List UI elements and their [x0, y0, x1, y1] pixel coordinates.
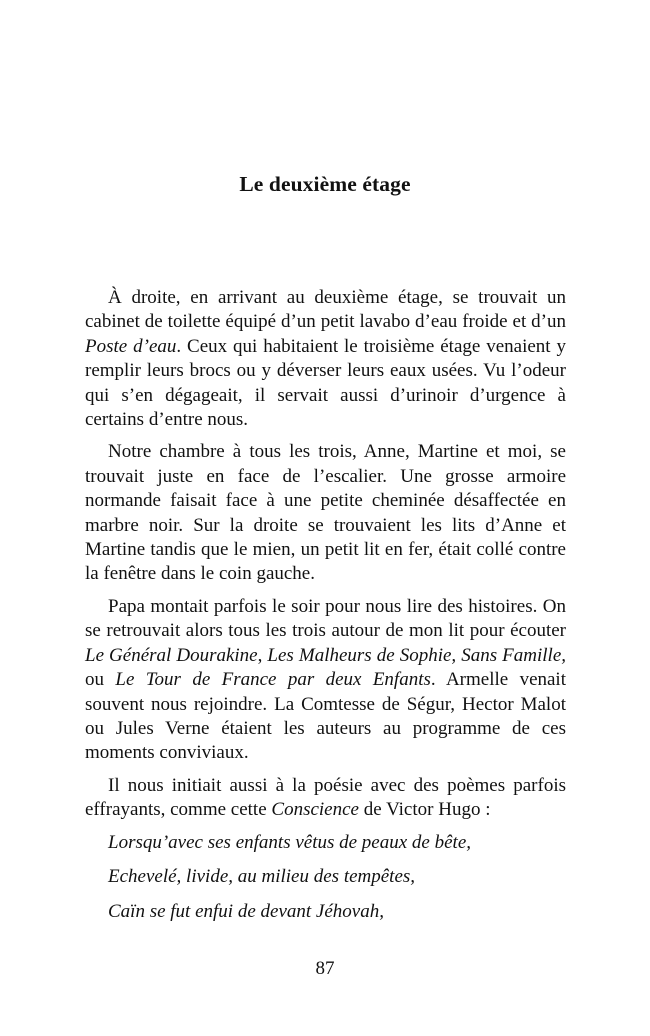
verse-line-3: Caïn se fut enfui de devant Jéhovah, [108, 901, 384, 923]
italic-segment: Le Général Dourakine [85, 644, 258, 666]
text-segment: Il nous initiait aussi à la poésie avec des poèmes parfois effrayants, comme cette [85, 774, 566, 821]
paragraph-4 [85, 774, 566, 823]
paragraph-2 [85, 440, 566, 586]
text-segment: À droite, en arrivant au deuxième étage, se trouvait un cabinet de toilette équipé d’un petit lavabo d’eau froide et d’un [85, 287, 566, 333]
page-number: 87 [315, 958, 335, 979]
text-segment: . Ceux qui habitaient le troisième étage venaient y remplir leurs brocs ou y déverser leurs eaux usées. Vu l’odeur qui s’en dégageait, il servait aussi d’urinoir d’urgence à certains d’entre nous. [85, 335, 566, 431]
text-segment: ou [85, 669, 116, 691]
italic-segment: Le Tour de France par deux Enfants [115, 669, 431, 691]
text-segment: . Armelle venait souvent nous rejoindre. La Comtesse de Ségur, Hector Malot ou Jules Verne étaient les auteurs au programme de ces moments conviviaux. [85, 669, 566, 764]
chapter-title: Le deuxième étage [239, 172, 411, 196]
text-segment: Notre chambre à tous les trois, Anne, Martine et moi, se trouvait juste en face de l’escalier. Une grosse armoire normande faisait face à une petite cheminée désaffectée en marbre noir. Sur la droite se trouvaient les lits d’Anne et Martine tandis que le mien, un petit lit en fer, était collé contre la fenêtre dans le coin gauche. [85, 441, 566, 585]
verse-line-1: Lorsqu’avec ses enfants vêtus de peaux de bête, [108, 831, 472, 853]
italic-segment: Les Malheurs de Sophie, Sans Famille, [267, 644, 567, 666]
italic-segment: Conscience [271, 799, 359, 821]
body-text [85, 286, 566, 935]
paragraph-1 [85, 286, 566, 432]
text-segment: , [257, 644, 268, 666]
text-segment: Papa montait parfois le soir pour nous lire des histoires. On se retrouvait alors tous les trois autour de mon lit pour écouter [85, 595, 566, 642]
text-segment: de Victor Hugo : [358, 799, 491, 821]
verse-line-2: Echevelé, livide, au milieu des tempêtes, [108, 866, 416, 888]
paragraph-3 [85, 595, 566, 766]
italic-segment: Poste d’eau [85, 335, 177, 357]
